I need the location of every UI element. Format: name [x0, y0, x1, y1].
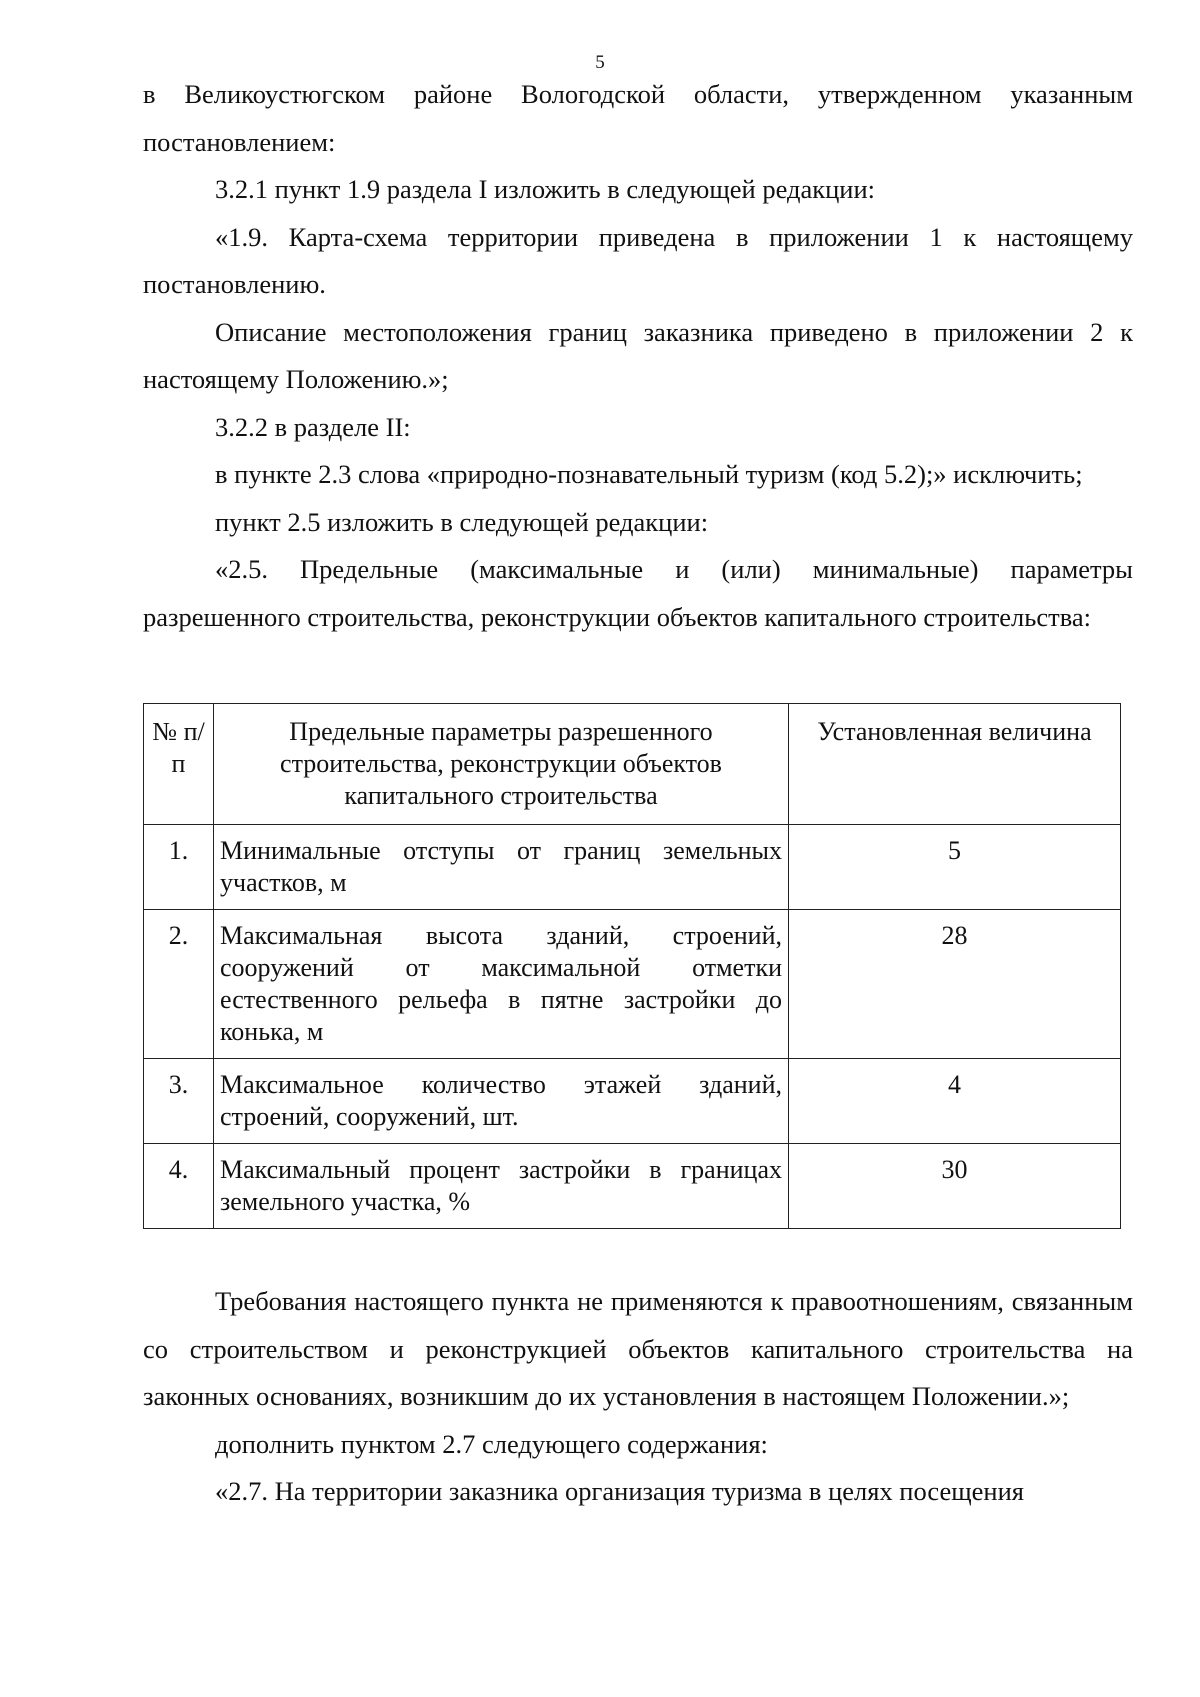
paragraph: в Великоустюгском районе Вологодской области, утвержденном указанным постановлением:: [143, 79, 1133, 157]
paragraph: в пункте 2.3 слова «природно-познавательный туризм (код 5.2);» исключить;: [215, 459, 1083, 489]
table-row: [144, 825, 1121, 910]
paragraph: пункт 2.5 изложить в следующей редакции:: [215, 506, 709, 537]
row-num: 1.: [144, 825, 214, 910]
parameters-table: [143, 703, 1121, 1229]
paragraph: «2.7. На территории заказника организация туризма в целях посещения: [215, 1476, 1024, 1506]
row-value: 30: [789, 1144, 1121, 1229]
body-text-top: [143, 71, 1133, 641]
paragraph: Требования настоящего пункта не применяются к правоотношениям, связанным со строительством и реконструкцией объектов капитального строительства на законных основаниях, возникшим до их установления в настоящем Положении.»;: [143, 1286, 1133, 1411]
row-value: 5: [789, 825, 1121, 910]
row-value: 4: [789, 1059, 1121, 1144]
row-param: Максимальное количество этажей зданий, строений, сооружений, шт.: [214, 1059, 789, 1144]
paragraph: дополнить пунктом 2.7 следующего содержания:: [215, 1428, 768, 1459]
row-num: 2.: [144, 910, 214, 1059]
row-num: 4.: [144, 1144, 214, 1229]
paragraph: 3.2.2 в разделе II:: [215, 411, 411, 442]
body-text-bottom: [143, 1278, 1133, 1516]
paragraph: «1.9. Карта-схема территории приведена в приложении 1 к настоящему постановлению.: [143, 221, 1133, 299]
row-param: Максимальный процент застройки в границах земельного участка, %: [214, 1144, 789, 1229]
paragraph: Описание местоположения границ заказника приведено в приложении 2 к настоящему Положению.»;: [143, 316, 1133, 394]
table-row: [144, 1059, 1121, 1144]
table-row: [144, 910, 1121, 1059]
header-num: № п/п: [144, 704, 214, 825]
header-param: Предельные параметры разрешенного строительства, реконструкции объектов капитального строительства: [214, 704, 789, 825]
row-num: 3.: [144, 1059, 214, 1144]
table-row: [144, 1144, 1121, 1229]
row-param: Максимальная высота зданий, строений, сооружений от максимальной отметки естественного рельефа в пятне застройки до конька, м: [214, 910, 789, 1059]
paragraph: «2.5. Предельные (максимальные и (или) минимальные) параметры разрешенного строительства, реконструкции объектов капитального строительства:: [143, 554, 1133, 632]
page-number: 5: [595, 52, 605, 73]
header-value: Установленная величина: [789, 704, 1121, 825]
row-value: 28: [789, 910, 1121, 1059]
table-header-row: [144, 704, 1121, 825]
paragraph: 3.2.1 пункт 1.9 раздела I изложить в следующей редакции:: [215, 174, 876, 204]
row-param: Минимальные отступы от границ земельных участков, м: [214, 825, 789, 910]
